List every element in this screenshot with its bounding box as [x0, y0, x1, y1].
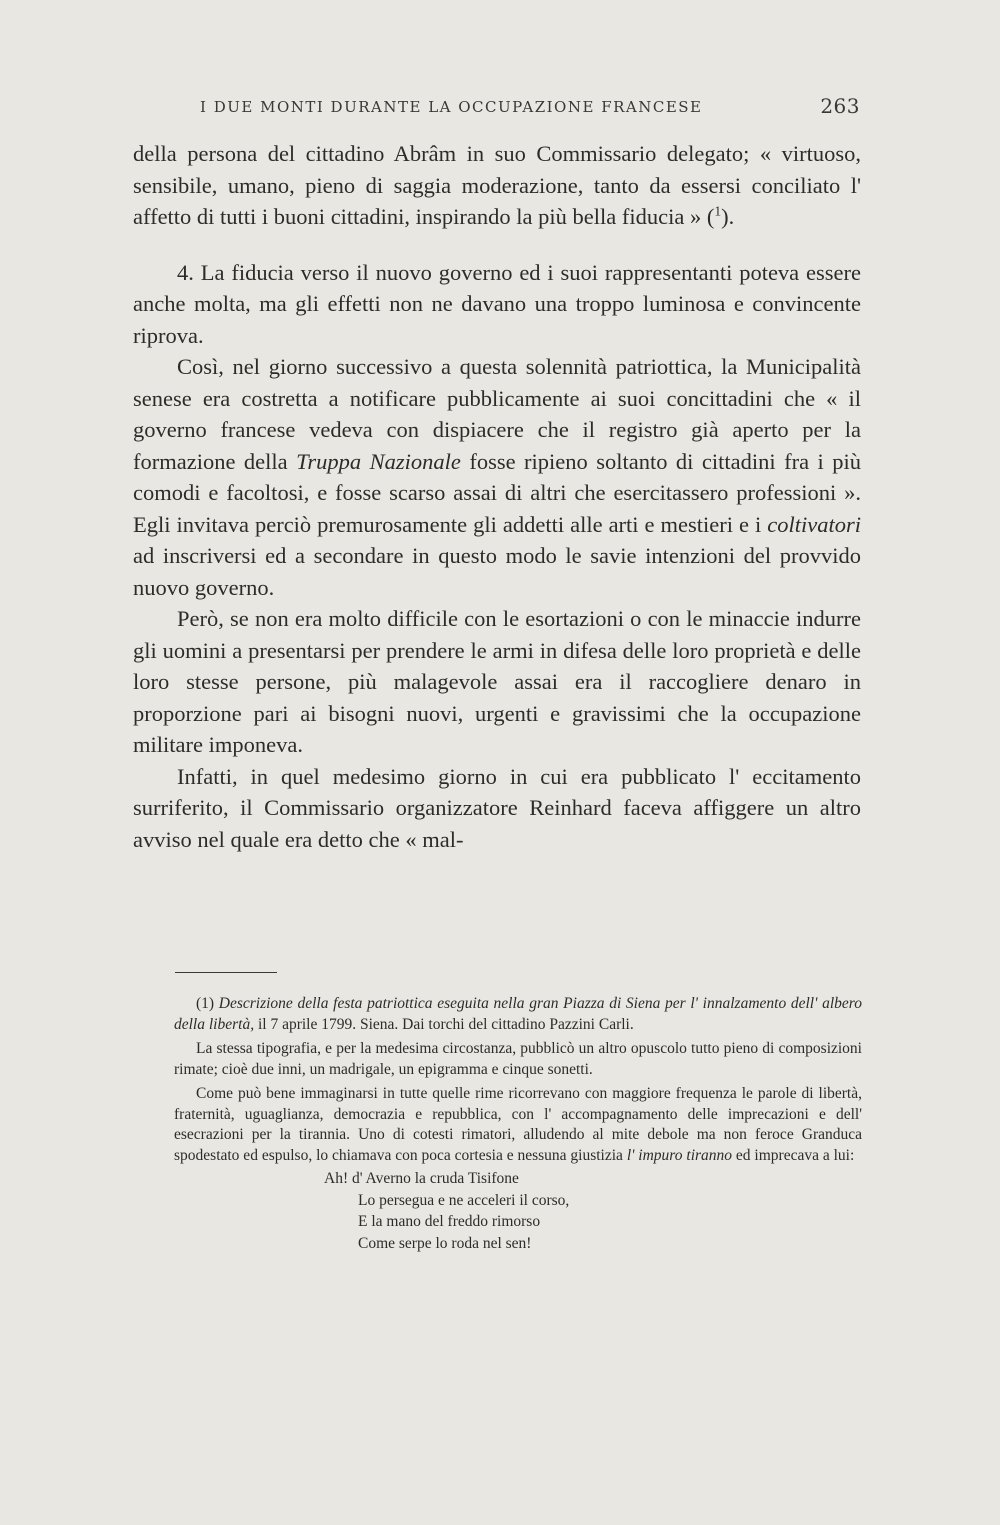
italic-truppa-nazionale: Truppa Nazionale [296, 448, 461, 474]
footnote-divider [175, 972, 277, 973]
paragraph-4: Però, se non era molto difficile con le esortazioni o con le minaccie indurre gli uomini a presentarsi per prendere le armi in difesa delle loro proprietà e delle loro stesse persone, più malagevole assai era il raccogliere denaro in proporzione pari ai bisogni nuovi, urgenti e gravissimi che la occupazione militare imponeva. [133, 606, 861, 757]
paragraph-5: Infatti, in quel medesimo giorno in cui era pubblicato l' eccitamento surriferito, il Commissario organizzatore Reinhard faceva affiggere un altro avviso nel quale era detto che « mal- [133, 763, 861, 852]
footnotes [174, 994, 862, 1254]
running-title: I DUE MONTI DURANTE LA OCCUPAZIONE FRANCESE [200, 98, 703, 116]
paragraph-2-section-4: 4. La fiducia verso il nuovo governo ed i suoi rappresentanti poteva essere anche molta, ma gli effetti non ne davano una troppo luminosa e convincente riprova. [133, 259, 861, 348]
paragraph-1: della persona del cittadino Abrâm in suo Commissario delegato; « virtuoso, sensibile, umano, pieno di saggia moderazione, tanto da essersi conciliato l' affetto di tutti i buoni cittadini, inspirando la più bella fiducia » ($^1$). [133, 141, 861, 229]
paragraph-3: Così, nel giorno successivo a questa solennità patriottica, la Municipalità senese era costretta a notificare pubblicamente ai suoi concittadini che « il governo francese vedeva con dispiacere che il registro già aperto per la formazione della Truppa Nazionale fosse ripieno soltanto di cittadini fra i più comodi e facoltosi, e fosse scarso assai di altri che esercitassero professioni ». Egli invitava perciò premurosamente gli addetti alle arti e mestieri e i coltivatori ad inscriversi ed a secondare in questo modo le savie intenzioni del provvido nuovo governo. [133, 354, 861, 600]
footnote-ref: 1 [714, 203, 722, 219]
footnote-marker: (1) [196, 995, 215, 1012]
verse-line: Come serpe lo roda nel sen! [358, 1234, 532, 1252]
page-number: 263 [820, 94, 860, 118]
footnote-paragraph-3: Come può bene immaginarsi in tutte quelle rime ricorrevano con maggiore frequenza le parole di libertà, fraternità, uguaglianza, democrazia e repubblica, con l' accompagnamento delle imprecazioni e dell' esecrazioni per la tirannia. Uno di cotesti rimatori, alludendo al mite debole ma non feroce Granduca spodestato ed espulso, lo chiamava con poca cortesia e nessuna giustizia l' impuro tiranno ed imprecava a lui: [174, 1085, 862, 1164]
verse-line: Ah! d' Averno la cruda Tisifone [324, 1170, 519, 1187]
footnote-1: (1) Descrizione della festa patriottica eseguita nella gran Piazza di Siena per l' innalzamento dell' albero della libertà, il 7 aprile 1799. Siena. Dai torchi del cittadino Pazzini Carli. [174, 995, 862, 1033]
main-text [133, 138, 861, 855]
footnote-paragraph-2: La stessa tipografia, e per la medesima circostanza, pubblicò un altro opuscolo tutto pieno di composizioni rimate; cioè due inni, un madrigale, un epigramma e cinque sonetti. [174, 1040, 862, 1078]
italic-coltivatori: coltivatori [767, 511, 861, 537]
page-header [200, 96, 860, 120]
verse-line: E la mano del freddo rimorso [358, 1213, 541, 1230]
verse-quote [324, 1168, 862, 1254]
verse-line: Lo persegua e ne acceleri il corso, [358, 1191, 570, 1209]
